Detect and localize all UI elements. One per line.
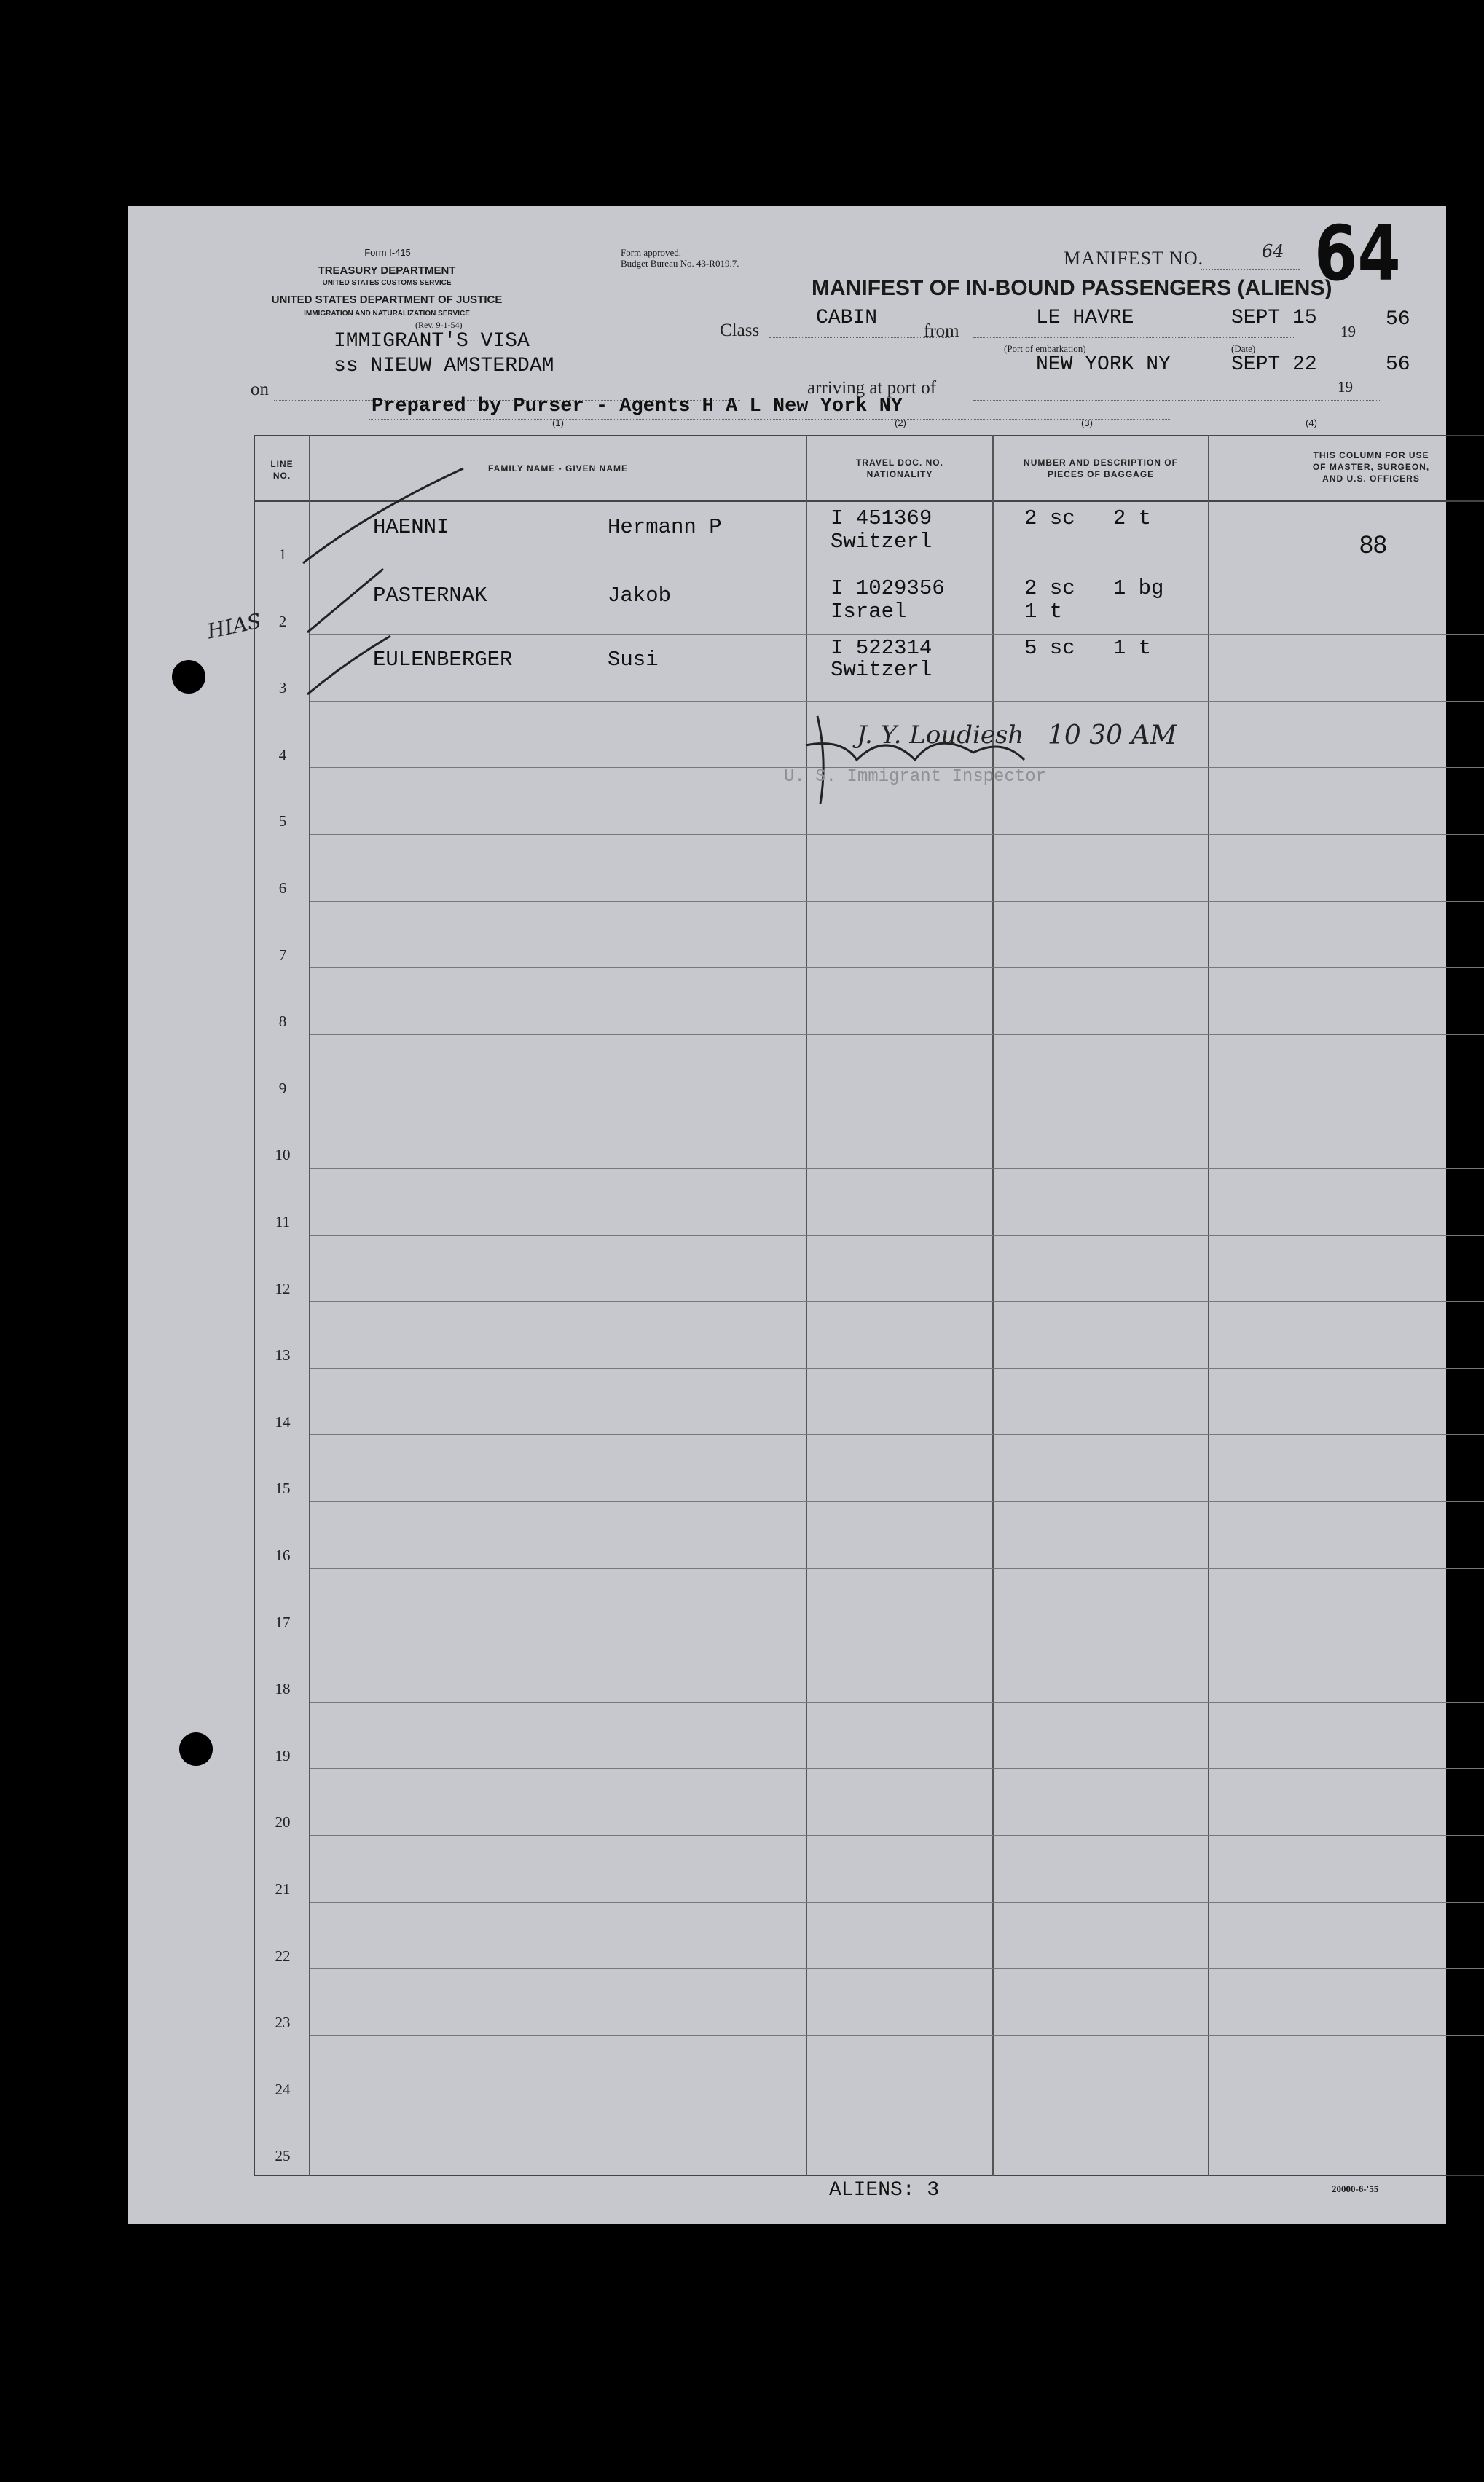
passenger-2-family: PASTERNAK [373,584,487,608]
check-mark-line-3 [307,636,390,694]
line-number: 3 [278,679,287,697]
arrival-year: 56 [1386,353,1410,376]
on-label: on [251,380,269,399]
passenger-1-family: HAENNI [373,515,449,539]
line-number: 15 [275,1480,291,1498]
vessel-line2: ss NIEUW AMSTERDAM [334,355,554,377]
baggage-header-line1: NUMBER AND DESCRIPTION OF [1024,457,1178,468]
line-header-line1: LINE [270,459,294,469]
manifest-page [128,206,1446,2224]
line-number: 4 [278,745,287,763]
check-mark-line-2 [307,569,383,632]
officers-header-line3: AND U.S. OFFICERS [1322,474,1420,484]
passenger-3-family: EULENBERGER [373,648,513,672]
officers-header-line2: OF MASTER, SURGEON, [1312,462,1430,472]
passenger-3-doc: I 522314 [831,636,933,660]
family-name-header-text: FAMILY NAME - GIVEN NAME [487,463,629,474]
form-number: Form I-415 [364,247,411,258]
line-number: 19 [275,1746,291,1764]
from-value: LE HAVRE [1036,307,1134,329]
department-of-justice: UNITED STATES DEPARTMENT OF JUSTICE [271,294,503,306]
passenger-1-given: Hermann P [608,515,722,539]
departure-year-prefix: 19 [1340,323,1356,340]
inspector-time: 10 30 AM [1048,720,1177,750]
baggage-header-line2: PIECES OF BAGGAGE [1047,469,1155,479]
departure-year: 56 [1386,308,1410,331]
travel-doc-header-line2: NATIONALITY [866,469,933,479]
line-number: 20 [275,1813,291,1831]
line-number: 23 [275,2014,291,2032]
passenger-2-baggage: 2 sc 1 bg [1024,576,1164,600]
inspector-stamp: U. S. Immigrant Inspector [784,767,1047,787]
treasury-department: TREASURY DEPARTMENT [318,264,456,277]
manifest-title: MANIFEST OF IN-BOUND PASSENGERS (ALIENS) [812,276,1332,300]
class-value: CABIN [816,307,878,329]
class-label: Class [720,321,760,340]
manifest-no-stamp: 64 [1314,209,1401,298]
vessel-line1: IMMIGRANT'S VISA [334,330,530,353]
aliens-total: ALIENS: 3 [829,2179,940,2202]
passenger-1-officer-mark: 88 [1359,531,1387,559]
from-label: from [924,321,959,341]
naturalization-service: IMMIGRATION AND NATURALIZATION SERVICE [304,310,470,318]
line-number: 14 [275,1413,291,1431]
arriving-label: arriving at port of [807,378,937,398]
line-number: 13 [275,1346,291,1364]
line-number: 2 [278,612,287,630]
manifest-no-label: MANIFEST NO. [1064,248,1204,269]
passenger-1-doc: I 451369 [831,506,933,530]
line-number: 7 [278,946,287,964]
manifest-no-handwritten: 64 [1262,241,1284,262]
line-number: 10 [275,1146,291,1164]
port-embarkation-label: (Port of embarkation) [1004,343,1086,354]
budget-bureau: Budget Bureau No. 43-R019.7. [621,258,739,269]
line-number: 9 [278,1079,287,1097]
line-number: 22 [275,1947,291,1965]
customs-service: UNITED STATES CUSTOMS SERVICE [322,279,452,287]
line-number: 17 [275,1613,291,1631]
officers-header-line1: THIS COLUMN FOR USE [1313,450,1429,460]
passenger-2-doc: I 1029356 [831,576,945,600]
travel-doc-header-line1: TRAVEL DOC. NO. [856,457,943,468]
passenger-2-baggage-extra: 1 t [1024,600,1063,624]
line-number: 21 [275,1880,291,1898]
passenger-2-given: Jakob [608,584,672,608]
line-number: 11 [275,1213,291,1230]
arrival-date: SEPT 22 [1231,353,1317,376]
col-number-4: (4) [1306,417,1317,428]
passenger-3-baggage: 5 sc 1 t [1024,636,1152,660]
passenger-3-nationality: Switzerl [831,658,933,682]
passenger-1-baggage: 2 sc 2 t [1024,506,1152,530]
prepared-by: Prepared by Purser - Agents H A L New York NY [372,396,903,417]
line-number: 18 [275,1680,291,1698]
margin-note: HIAS [205,608,264,644]
col-number-2: (2) [895,417,906,428]
line-number: 16 [275,1547,291,1564]
line-number: 24 [275,2080,291,2098]
col-number-3: (3) [1081,417,1093,428]
arriving-port: NEW YORK NY [1036,353,1171,376]
line-header-line2: NO. [272,471,291,481]
line-number: 6 [278,879,287,897]
print-code: 20000-6-'55 [1332,2183,1379,2194]
passenger-2-nationality: Israel [831,600,907,624]
date-label: (Date) [1231,343,1256,354]
check-marks [128,206,1446,2224]
inspector-signature: J. Y. Loudiesh [857,720,1024,750]
passenger-1-nationality: Switzerl [831,530,933,554]
line-number: 12 [275,1279,291,1297]
departure-date: SEPT 15 [1231,307,1317,329]
col-number-1: (1) [552,417,564,428]
revision-date: (Rev. 9-1-54) [415,320,463,330]
passenger-3-given: Susi [608,648,659,672]
line-number: 1 [278,546,287,563]
form-approved: Form approved. [621,247,682,258]
check-mark-line-1 [303,468,463,563]
arrival-year-prefix: 19 [1338,378,1353,396]
line-number: 25 [275,2147,291,2165]
line-number: 8 [278,1013,287,1031]
line-number: 5 [278,812,287,830]
